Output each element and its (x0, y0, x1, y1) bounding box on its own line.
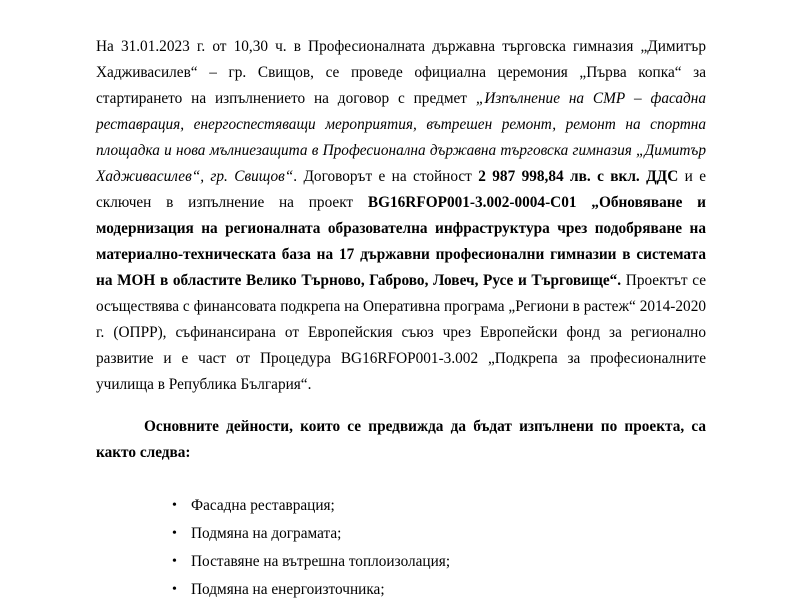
bullet-icon: • (172, 526, 177, 541)
project-title: BG16RFOP001-3.002-0004-C01 „Обновяване и модернизация на регионалната образователна инфраструктура чрез подобряване на материално-техническата база на 17 държавни професионални гимназии в системата на МОН в областите Велико Търново, Габрово, Ловеч, Русе и Търговище“. (96, 194, 706, 289)
bullet-icon: • (172, 582, 177, 597)
activities-list (96, 492, 706, 604)
paragraph-text-1: На 31.01.2023 г. от 10,30 ч. в Професионалната държавна търговска гимназия „Димитър Хадживасилев“ – гр. Свищов, се проведе официална церемония „Първа копка“ за стартирането на изпълнението на договор с предмет (96, 38, 706, 107)
bullet-icon: • (172, 498, 177, 513)
paragraph-text-3: . Договорът е на стойност (293, 168, 479, 185)
paragraph-text-7: Проектът се осъществява с финансовата подкрепа на Оперативна програма „Региони в растеж“ 2014-2020 г. (ОПРР), съфинансирана от Европейския съюз чрез Европейски фонд за регионално развитие и е част от Процедура BG16RFOP001-3.002 „Подкрепа за професионалните училища в Република България“. (96, 272, 706, 393)
list-item (96, 492, 706, 520)
contract-value: 2 987 998,84 лв. с вкл. ДДС (478, 168, 679, 185)
list-item-text: Подмяна на дограмата; (191, 525, 342, 542)
list-item-text: Фасадна реставрация; (191, 497, 335, 514)
activities-intro: Основните дейности, които се предвижда да бъдат изпълнени по проекта, са както следва: (96, 418, 706, 461)
list-item (96, 548, 706, 576)
main-paragraph (96, 34, 706, 398)
document-page (96, 34, 706, 598)
list-item-text: Подмяна на енергоизточника; (191, 581, 385, 598)
list-item (96, 520, 706, 548)
contract-subject: „Изпълнение на СМР – фасадна реставрация, енергоспестяващи мероприятия, вътрешен ремонт, ремонт на спортна площадка и нова мълниезащита в Професионална държавна търговска гимназия „Димитър Хадживаcилев“, гр. Свищов“ (96, 90, 706, 185)
paragraph-text-5: и е сключен в изпълнение на проект (96, 168, 706, 211)
list-item-text: Поставяне на вътрешна топлоизолация; (191, 553, 451, 570)
bullet-icon: • (172, 554, 177, 569)
